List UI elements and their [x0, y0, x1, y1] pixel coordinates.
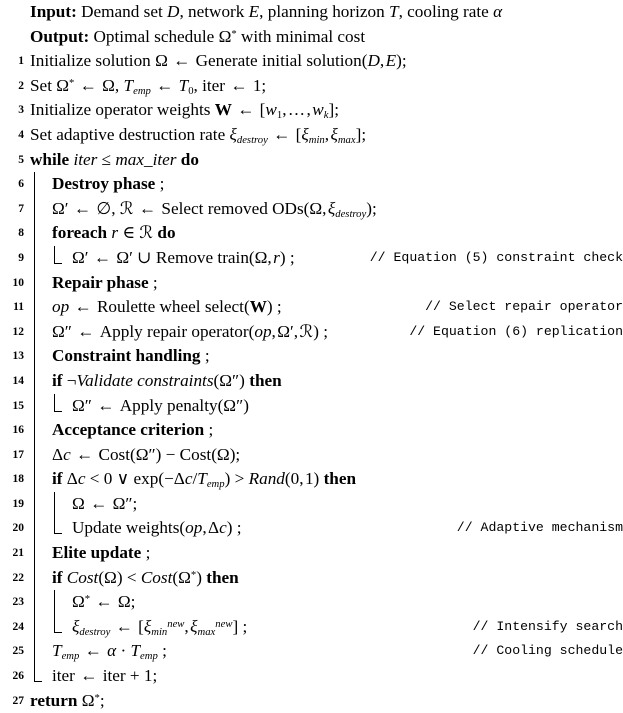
- line-content: Elite update ;: [24, 541, 623, 566]
- line-comment: // Adaptive mechanism: [456, 520, 623, 536]
- line-number: 18: [12, 473, 24, 486]
- line-content: op ← Roulette wheel select(W) ; // Select repair operator: [24, 295, 623, 320]
- line-number: 9: [18, 251, 24, 264]
- line-content: Ω′ ← Ω′ ∪ Remove train(Ω, r) ; // Equation (5) constraint check: [24, 246, 623, 271]
- line-number: 4: [18, 128, 24, 141]
- line-content: if Δc < 0 ∨ $\exp(-\Delta c/T_{emp})$ > Rand(0, 1) then: [24, 467, 623, 492]
- algorithm-line-26: [0, 664, 623, 689]
- line-content: $T_{emp}$ ← $\alpha \cdot T_{emp}$ ; // Cooling schedule: [24, 639, 623, 664]
- block-rule-while: [34, 541, 35, 566]
- input-label: Input:: [30, 2, 77, 21]
- line-content: Initialize solution Ω ← Generate initial solution(D, E);: [30, 51, 407, 71]
- algorithm-line-15: [0, 394, 623, 419]
- line-number: 10: [12, 276, 24, 289]
- algorithm-line-5: [0, 148, 623, 173]
- block-rule-while: [34, 369, 35, 394]
- algorithm-line-23: [0, 590, 623, 615]
- line-content: Δc ← Cost(Ω″) − Cost(Ω);: [24, 443, 623, 468]
- line-number: 20: [12, 522, 24, 535]
- line-number: 12: [12, 325, 24, 338]
- block-rule-while: [34, 443, 35, 468]
- line-content: Ω* ← Ω;: [24, 590, 623, 615]
- algorithm-line-12: [0, 320, 623, 345]
- line-number: 19: [12, 497, 24, 510]
- block-cap-while: [34, 664, 42, 682]
- block-rule-while: [34, 590, 35, 615]
- algorithm-line-19: [0, 492, 623, 517]
- algorithm-line-8: [0, 221, 623, 246]
- line-comment: // Cooling schedule: [472, 643, 623, 659]
- algorithm-line-3: [0, 98, 623, 123]
- block-rule-while: [34, 344, 35, 369]
- algorithm-line-7: [0, 197, 623, 222]
- algorithm-line-21: [0, 541, 623, 566]
- block-rule-while: [34, 394, 35, 419]
- block-rule-while: [34, 516, 35, 541]
- line-number: 27: [12, 694, 24, 707]
- line-number: 7: [18, 202, 24, 215]
- line-content: Set Ω* ← Ω, $T_{emp}$ ← $T_0$, iter ← 1;: [30, 75, 267, 97]
- line-content: if ¬Validate constraints(Ω″) then: [24, 369, 623, 394]
- algorithm-line-9: [0, 246, 623, 271]
- block-rule-while: [34, 172, 35, 197]
- line-number: 24: [12, 620, 24, 633]
- line-number: 17: [12, 448, 24, 461]
- line-content: Ω ← Ω″;: [24, 492, 623, 517]
- algorithm-line-16: [0, 418, 623, 443]
- block-rule-while: [34, 320, 35, 345]
- line-number: 25: [12, 645, 24, 658]
- block-rule-while: [34, 639, 35, 664]
- line-content: while iter ≤ max_iter do: [30, 149, 199, 169]
- block-rule-while: [34, 221, 35, 246]
- line-content: if Cost(Ω) < Cost(Ω*) then: [24, 566, 623, 591]
- block-rule-while: [34, 295, 35, 320]
- algorithm-line-24: [0, 615, 623, 640]
- line-number: 8: [18, 227, 24, 240]
- line-number: 14: [12, 374, 24, 387]
- line-number: 21: [12, 547, 24, 560]
- algorithm-line-6: [0, 172, 623, 197]
- line-content: Ω″ ← Apply repair operator(op, Ω′, ℛ) ; // Equation (6) replication: [24, 320, 623, 345]
- line-comment: // Select repair operator: [425, 299, 623, 315]
- line-content: iter ← iter + 1;: [24, 664, 623, 689]
- line-content: Ω″ ← Apply penalty(Ω″): [24, 394, 623, 419]
- output-label: Output:: [30, 26, 90, 46]
- block-rule-while: [34, 615, 35, 640]
- algorithm-line-14: [0, 369, 623, 394]
- input-text: Demand set D, network E, planning horizon T, cooling rate α: [81, 2, 503, 21]
- algorithm-line-22: [0, 566, 623, 591]
- line-number: 15: [12, 399, 24, 412]
- algorithm-line-4: [0, 123, 623, 148]
- line-content: Repair phase ;: [24, 271, 623, 296]
- line-content: Acceptance criterion ;: [24, 418, 623, 443]
- block-cap-foreach: [54, 246, 62, 264]
- block-rule-while: [34, 566, 35, 591]
- algorithm-line-13: [0, 344, 623, 369]
- block-rule-while: [34, 246, 35, 271]
- block-rule-while: [34, 271, 35, 296]
- algorithm-input-line: [0, 0, 623, 25]
- line-number: 22: [12, 571, 24, 584]
- algorithm-output-line: [0, 25, 623, 50]
- block-cap-if: [54, 516, 62, 534]
- algorithm-line-18: [0, 467, 623, 492]
- algorithm-line-27: [0, 689, 623, 713]
- algorithm-line-10: [0, 271, 623, 296]
- algorithm-line-25: [0, 639, 623, 664]
- line-comment: // Equation (6) replication: [409, 323, 623, 339]
- line-number: 16: [12, 424, 24, 437]
- block-rule-while: [34, 418, 35, 443]
- line-number: 13: [12, 350, 24, 363]
- algorithm-line-1: [0, 49, 623, 74]
- line-content: Destroy phase ;: [24, 172, 623, 197]
- line-number: 11: [13, 301, 24, 314]
- line-content: return Ω*;: [30, 690, 105, 710]
- line-comment: // Equation (5) constraint check: [369, 249, 623, 265]
- line-content: $\xi_{destroy}$ ← [$\xi_{min}^{new}$, $\xi_{max}^{new}$] ; // Intensify search: [24, 615, 623, 640]
- block-cap-if: [54, 394, 62, 412]
- algorithm-line-11: [0, 295, 623, 320]
- line-number: 2: [18, 79, 24, 92]
- block-rule-while: [34, 467, 35, 492]
- block-rule-while: [34, 197, 35, 222]
- output-text: Optimal schedule Ω* with minimal cost: [93, 26, 366, 46]
- line-content: Ω′ ← ∅, ℛ ← Select removed ODs(Ω, $\xi_{destroy}$);: [24, 197, 623, 222]
- algorithm-line-20: [0, 516, 623, 541]
- algorithm-line-2: [0, 74, 623, 99]
- line-content: Constraint handling ;: [24, 344, 623, 369]
- block-cap-if: [54, 615, 62, 633]
- line-comment: // Intensify search: [472, 618, 623, 634]
- line-content: Update weights(op, Δc) ; // Adaptive mechanism: [24, 516, 623, 541]
- line-number: 23: [12, 596, 24, 609]
- line-content: Initialize operator weights W ← [$w_1$, … , $w_k$];: [30, 100, 339, 122]
- line-number: 26: [12, 670, 24, 683]
- line-content: Set adaptive destruction rate $\xi_{destroy}$ ← [$\xi_{min}$, $\xi_{max}$];: [30, 124, 367, 146]
- block-rule-if: [54, 590, 55, 615]
- line-number: 6: [18, 178, 24, 191]
- algorithm-line-17: [0, 443, 623, 468]
- line-number: 3: [18, 104, 24, 117]
- block-rule-while: [34, 492, 35, 517]
- line-number: 5: [18, 153, 24, 166]
- block-rule-if: [54, 492, 55, 517]
- line-number: 1: [18, 55, 24, 68]
- line-content: foreach r ∈ ℛ do: [24, 221, 623, 246]
